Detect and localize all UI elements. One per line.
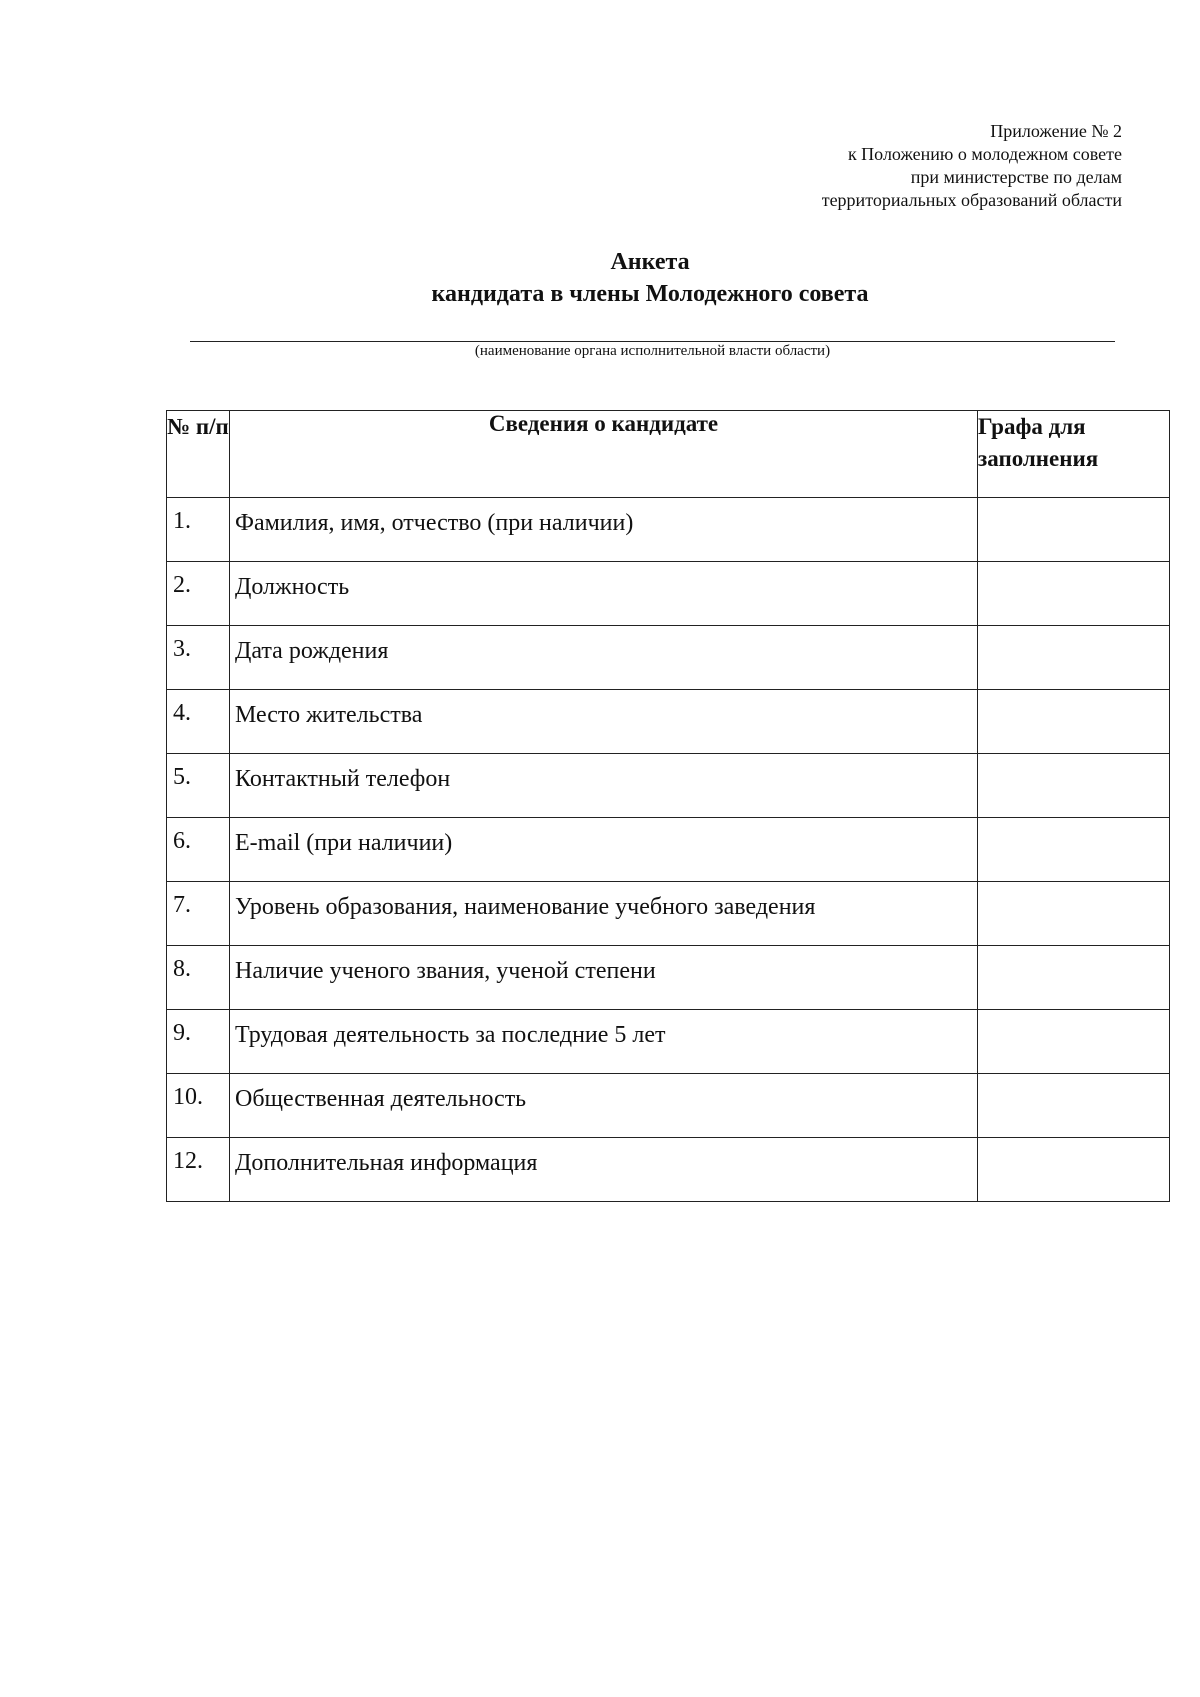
row-label: Дата рождения [230,626,978,690]
row-label: Дополнительная информация [230,1138,978,1202]
row-label: Трудовая деятельность за последние 5 лет [230,1010,978,1074]
row-label: E-mail (при наличии) [230,818,978,882]
org-name-caption: (наименование органа исполнительной власти области) [474,343,831,359]
row-label: Наличие ученого звания, ученой степени [230,946,978,1010]
row-fill-cell[interactable] [978,882,1170,946]
appendix-line: при министерстве по делам [910,167,1122,187]
row-fill-cell[interactable] [978,1074,1170,1138]
header-info: Сведения о кандидате [230,411,978,498]
row-label: Общественная деятельность [230,1074,978,1138]
row-fill-cell[interactable] [978,626,1170,690]
row-num: 6. [167,818,230,882]
row-fill-cell[interactable] [978,690,1170,754]
table-row [167,626,1170,690]
row-fill-cell[interactable] [978,498,1170,562]
header-num-label: № п/п [167,414,229,439]
appendix-note [562,120,1122,212]
row-fill-cell[interactable] [978,1010,1170,1074]
form-title: Анкета [610,249,690,275]
table-row [167,690,1170,754]
row-label: Должность [230,562,978,626]
row-num: 3. [167,626,230,690]
header-num [167,411,230,498]
table-row [167,818,1170,882]
table-row [167,1138,1170,1202]
row-fill-cell[interactable] [978,562,1170,626]
row-label: Место жительства [230,690,978,754]
appendix-line: Приложение № 2 [990,121,1122,141]
row-num: 7. [167,882,230,946]
row-num: 12. [167,1138,230,1202]
table-row [167,754,1170,818]
table-row [167,1010,1170,1074]
row-label: Фамилия, имя, отчество (при наличии) [230,498,978,562]
row-num: 9. [167,1010,230,1074]
row-label: Уровень образования, наименование учебного заведения [230,882,978,946]
table-row [167,882,1170,946]
appendix-line: территориальных образований области [821,190,1122,210]
table-row [167,498,1170,562]
candidate-form-table [166,410,1170,1202]
row-num: 8. [167,946,230,1010]
table-row [167,562,1170,626]
table-row [167,1074,1170,1138]
row-fill-cell[interactable] [978,1138,1170,1202]
row-num: 4. [167,690,230,754]
row-fill-cell[interactable] [978,818,1170,882]
form-subtitle: кандидата в члены Молодежного совета [431,281,869,307]
row-num: 1. [167,498,230,562]
appendix-line: к Положению о молодежном совете [847,144,1122,164]
table-header-row [167,411,1170,498]
row-label: Контактный телефон [230,754,978,818]
header-fill: Графа для заполнения [978,411,1170,498]
row-num: 5. [167,754,230,818]
row-num: 2. [167,562,230,626]
table-row [167,946,1170,1010]
row-num: 10. [167,1074,230,1138]
row-fill-cell[interactable] [978,754,1170,818]
row-fill-cell[interactable] [978,946,1170,1010]
